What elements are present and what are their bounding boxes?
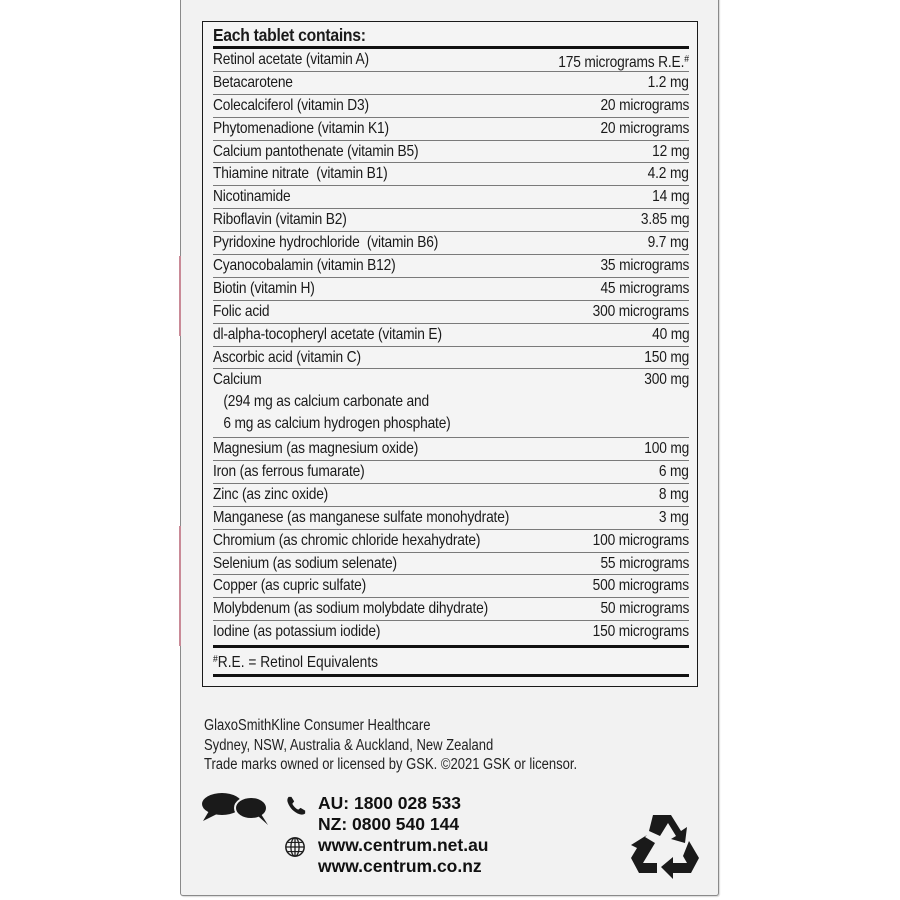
ingredient-name: dl-alpha-tocopheryl acetate (vitamin E) <box>213 325 442 343</box>
table-row <box>213 278 689 301</box>
table-row <box>213 507 689 530</box>
ingredient-name: Calcium pantothenate (vitamin B5) <box>213 142 419 160</box>
table-row <box>213 141 689 164</box>
company-location: Sydney, NSW, Australia & Auckland, New Zealand <box>204 736 494 754</box>
ingredient-amount: 1.2 mg <box>647 73 689 91</box>
ingredient-name: Iron (as ferrous fumarate) <box>213 462 365 480</box>
ingredient-name: Riboflavin (vitamin B2) <box>213 211 347 229</box>
ingredient-amount: 100 mg <box>644 440 689 458</box>
ingredient-amount: 55 micrograms <box>600 554 689 572</box>
table-row <box>213 575 689 598</box>
phone-au: AU: 1800 028 533 <box>318 793 462 813</box>
table-row-calcium <box>213 369 689 438</box>
table-row <box>213 232 689 255</box>
table-row <box>213 461 689 484</box>
ingredient-name: Phytomenadione (vitamin K1) <box>213 119 389 137</box>
footnote-bottom-rule <box>213 674 689 677</box>
ingredient-name: Iodine (as potassium iodide) <box>213 623 381 641</box>
ingredient-amount: 500 micrograms <box>592 577 689 595</box>
ingredient-amount: 50 micrograms <box>600 600 689 618</box>
ingredient-name: Thiamine nitrate (vitamin B1) <box>213 165 388 183</box>
table-row <box>213 598 689 621</box>
phone-nz: NZ: 0800 540 144 <box>318 814 460 834</box>
ingredient-amount: 9.7 mg <box>647 234 689 252</box>
footnote: #R.E. = Retinol Equivalents <box>213 654 379 671</box>
ingredient-amount: 100 micrograms <box>592 531 689 549</box>
website-nz: www.centrum.co.nz <box>318 856 482 876</box>
ingredient-name: Retinol acetate (vitamin A) <box>213 51 369 68</box>
table-row <box>213 347 689 370</box>
ingredient-name: Chromium (as chromic chloride hexahydrate) <box>213 531 481 549</box>
ingredient-name: Biotin (vitamin H) <box>213 279 315 297</box>
table-row <box>213 438 689 461</box>
ingredient-amount: 20 micrograms <box>600 119 689 137</box>
ingredient-name: Copper (as cupric sulfate) <box>213 577 367 595</box>
ingredient-name: Manganese (as manganese sulfate monohydrate) <box>213 508 510 526</box>
ingredient-amount: 3 mg <box>659 508 689 526</box>
table-row <box>213 255 689 278</box>
ingredient-amount: 300 mg <box>644 371 689 389</box>
company-info <box>204 716 577 775</box>
speech-bubbles-icon <box>201 791 271 827</box>
phone-icon <box>285 795 307 817</box>
footnote-top-rule <box>213 645 689 648</box>
edge-tint <box>179 256 181 336</box>
package-back-panel <box>180 0 719 896</box>
ingredient-amount: 35 micrograms <box>600 257 689 275</box>
ingredient-name: Selenium (as sodium selenate) <box>213 554 397 572</box>
ingredient-name: Folic acid <box>213 302 270 320</box>
ingredient-amount: 150 micrograms <box>592 623 689 641</box>
ingredient-amount: 12 mg <box>651 142 689 160</box>
ingredient-name: Magnesium (as magnesium oxide) <box>213 440 419 458</box>
table-row <box>213 301 689 324</box>
table-row <box>213 163 689 186</box>
table-row <box>213 49 689 72</box>
edge-tint <box>179 526 181 646</box>
table-row <box>213 95 689 118</box>
ingredient-name: Cyanocobalamin (vitamin B12) <box>213 257 396 275</box>
table-row <box>213 72 689 95</box>
ingredient-amount: 150 mg <box>644 348 689 366</box>
ingredient-amount: 6 mg <box>659 462 689 480</box>
table-row <box>213 530 689 553</box>
trademark-notice: Trade marks owned or licensed by GSK. ©2021 GSK or licensor. <box>204 756 578 773</box>
ingredient-amount: 20 micrograms <box>600 96 689 114</box>
ingredient-name: Colecalciferol (vitamin D3) <box>213 96 369 114</box>
ingredient-amount: 4.2 mg <box>647 165 689 183</box>
ingredient-amount: 300 micrograms <box>592 302 689 320</box>
table-title: Each tablet contains: <box>213 25 366 45</box>
ingredient-name: Calcium (294 mg as calcium carbonate and 6 mg as calcium hydrogen phosphate) <box>213 369 451 434</box>
table-row <box>213 209 689 232</box>
table-row <box>213 324 689 347</box>
ingredient-detail: 6 mg as calcium hydrogen phosphate) <box>223 415 451 433</box>
ingredient-amount: 45 micrograms <box>600 279 689 297</box>
ingredient-amount: 3.85 mg <box>640 211 689 229</box>
ingredient-name: Molybdenum (as sodium molybdate dihydrate) <box>213 600 488 618</box>
ingredient-name: Pyridoxine hydrochloride (vitamin B6) <box>213 234 439 252</box>
ingredient-name: Zinc (as zinc oxide) <box>213 485 329 503</box>
contact-details <box>318 793 489 877</box>
recycle-icon <box>629 811 701 879</box>
ingredient-amount: 40 mg <box>651 325 689 343</box>
website-au: www.centrum.net.au <box>318 835 489 855</box>
table-row <box>213 186 689 209</box>
table-row <box>213 553 689 576</box>
table-row <box>213 118 689 141</box>
ingredients-table <box>202 21 698 687</box>
ingredient-amount: 14 mg <box>651 188 689 206</box>
ingredient-amount: 8 mg <box>659 485 689 503</box>
table-row <box>213 621 689 644</box>
ingredient-name: Betacarotene <box>213 73 293 91</box>
ingredient-rows <box>213 49 689 644</box>
company-name: GlaxoSmithKline Consumer Healthcare <box>204 717 431 734</box>
ingredient-amount: 175 micrograms R.E.# <box>558 54 689 71</box>
globe-icon <box>284 836 306 858</box>
ingredient-name: Ascorbic acid (vitamin C) <box>213 348 361 366</box>
ingredient-detail: (294 mg as calcium carbonate and <box>223 393 429 411</box>
table-row <box>213 484 689 507</box>
ingredient-name: Nicotinamide <box>213 188 291 206</box>
